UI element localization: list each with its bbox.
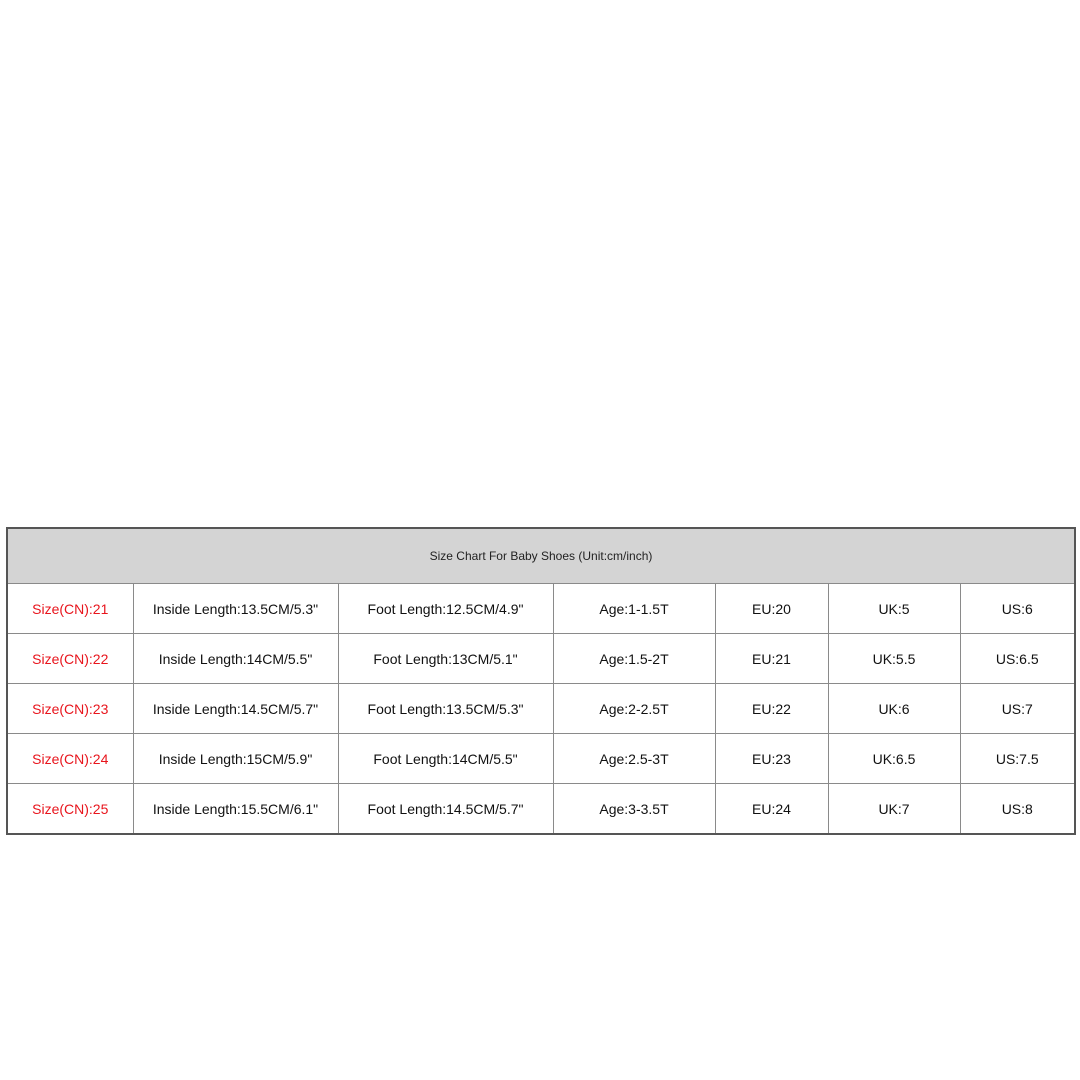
foot-length-cell: Foot Length:13.5CM/5.3"	[338, 684, 553, 734]
uk-size-cell: UK:7	[828, 784, 960, 834]
us-size-cell: US:7.5	[960, 734, 1074, 784]
us-size-cell: US:6	[960, 584, 1074, 634]
size-chart	[6, 527, 1076, 835]
uk-size-cell: UK:5	[828, 584, 960, 634]
us-size-cell: US:7	[960, 684, 1074, 734]
table-row	[8, 684, 1074, 734]
inside-length-cell: Inside Length:14CM/5.5"	[133, 634, 338, 684]
eu-size-cell: EU:23	[715, 734, 828, 784]
size-cn-cell: Size(CN):22	[8, 634, 133, 684]
age-cell: Age:1-1.5T	[553, 584, 715, 634]
us-size-cell: US:6.5	[960, 634, 1074, 684]
size-cn-cell: Size(CN):21	[8, 584, 133, 634]
size-cn-cell: Size(CN):24	[8, 734, 133, 784]
chart-title: Size Chart For Baby Shoes (Unit:cm/inch)	[8, 529, 1074, 584]
size-cn-cell: Size(CN):25	[8, 784, 133, 834]
eu-size-cell: EU:22	[715, 684, 828, 734]
table-row	[8, 734, 1074, 784]
uk-size-cell: UK:5.5	[828, 634, 960, 684]
inside-length-cell: Inside Length:13.5CM/5.3"	[133, 584, 338, 634]
foot-length-cell: Foot Length:14CM/5.5"	[338, 734, 553, 784]
size-table	[8, 584, 1074, 833]
uk-size-cell: UK:6	[828, 684, 960, 734]
foot-length-cell: Foot Length:13CM/5.1"	[338, 634, 553, 684]
eu-size-cell: EU:21	[715, 634, 828, 684]
table-row	[8, 634, 1074, 684]
uk-size-cell: UK:6.5	[828, 734, 960, 784]
size-cn-cell: Size(CN):23	[8, 684, 133, 734]
age-cell: Age:3-3.5T	[553, 784, 715, 834]
foot-length-cell: Foot Length:12.5CM/4.9"	[338, 584, 553, 634]
eu-size-cell: EU:24	[715, 784, 828, 834]
inside-length-cell: Inside Length:15.5CM/6.1"	[133, 784, 338, 834]
age-cell: Age:1.5-2T	[553, 634, 715, 684]
foot-length-cell: Foot Length:14.5CM/5.7"	[338, 784, 553, 834]
table-row	[8, 584, 1074, 634]
inside-length-cell: Inside Length:15CM/5.9"	[133, 734, 338, 784]
age-cell: Age:2-2.5T	[553, 684, 715, 734]
eu-size-cell: EU:20	[715, 584, 828, 634]
age-cell: Age:2.5-3T	[553, 734, 715, 784]
table-row	[8, 784, 1074, 834]
inside-length-cell: Inside Length:14.5CM/5.7"	[133, 684, 338, 734]
us-size-cell: US:8	[1001, 800, 1033, 817]
